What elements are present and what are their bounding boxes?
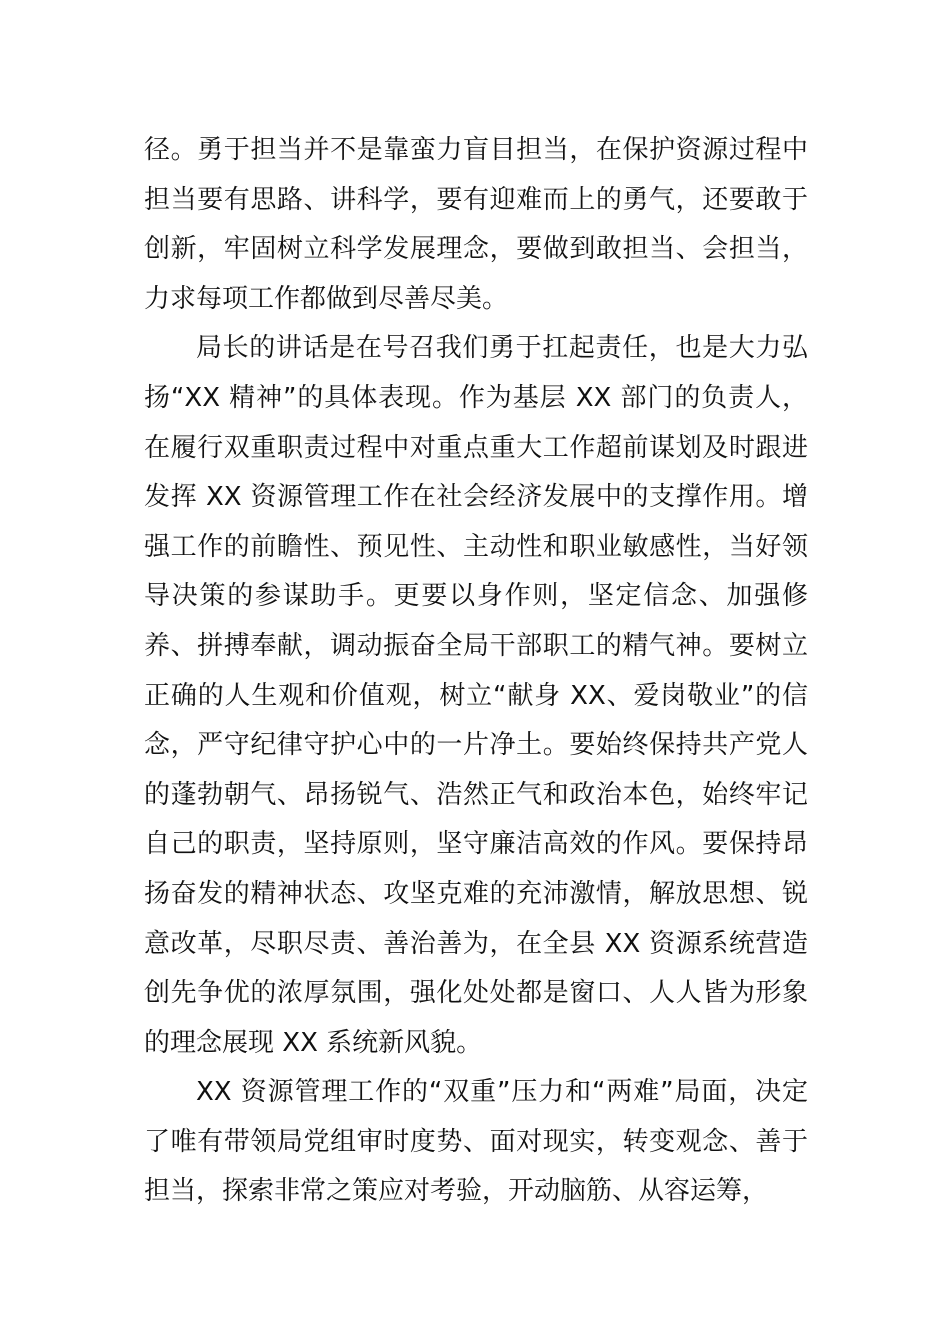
paragraph-resource-management: XX 资源管理工作的“双重”压力和“两难”局面，决定了唯有带领局党组审时度势、面对现实，转变观念、善于担当，探索非常之策应对考验，开动脑筋、从容运筹，	[144, 1077, 808, 1207]
document-body	[144, 126, 808, 1217]
paragraph-continuation: 径。勇于担当并不是靠蛮力盲目担当，在保护资源过程中担当要有思路、讲科学，要有迎难而上的勇气，还要敢于创新，牢固树立科学发展理念，要做到敢担当、会担当，力求每项工作都做到尽善尽美。	[144, 135, 808, 314]
paragraph-speech-reflection: 局长的讲话是在号召我们勇于扛起责任，也是大力弘扬“XX 精神”的具体表现。作为基层 XX 部门的负责人，在履行双重职责过程中对重点重大工作超前谋划及时跟进发挥 XX 资源管理工作在社会经济发展中的支撑作用。增强工作的前瞻性、预见性、主动性和职业敏感性，当好领导决策的参谋助手。更要以身作则，坚定信念、加强修养、拼搏奉献，调动振奋全局干部职工的精气神。要树立正确的人生观和价值观，树立“献身 XX、爱岗敬业”的信念，严守纪律守护心中的一片净土。要始终保持共产党人的蓬勃朝气、昂扬锐气、浩然正气和政治本色，始终牢记自己的职责，坚持原则，坚守廉洁高效的作风。要保持昂扬奋发的精神状态、攻坚克难的充沛激情，解放思想、锐意改革，尽职尽责、善治善为，在全县 XX 资源系统营造创先争优的浓厚氛围，强化处处都是窗口、人人皆为形象的理念展现 XX 系统新风貌。	[144, 333, 808, 1058]
